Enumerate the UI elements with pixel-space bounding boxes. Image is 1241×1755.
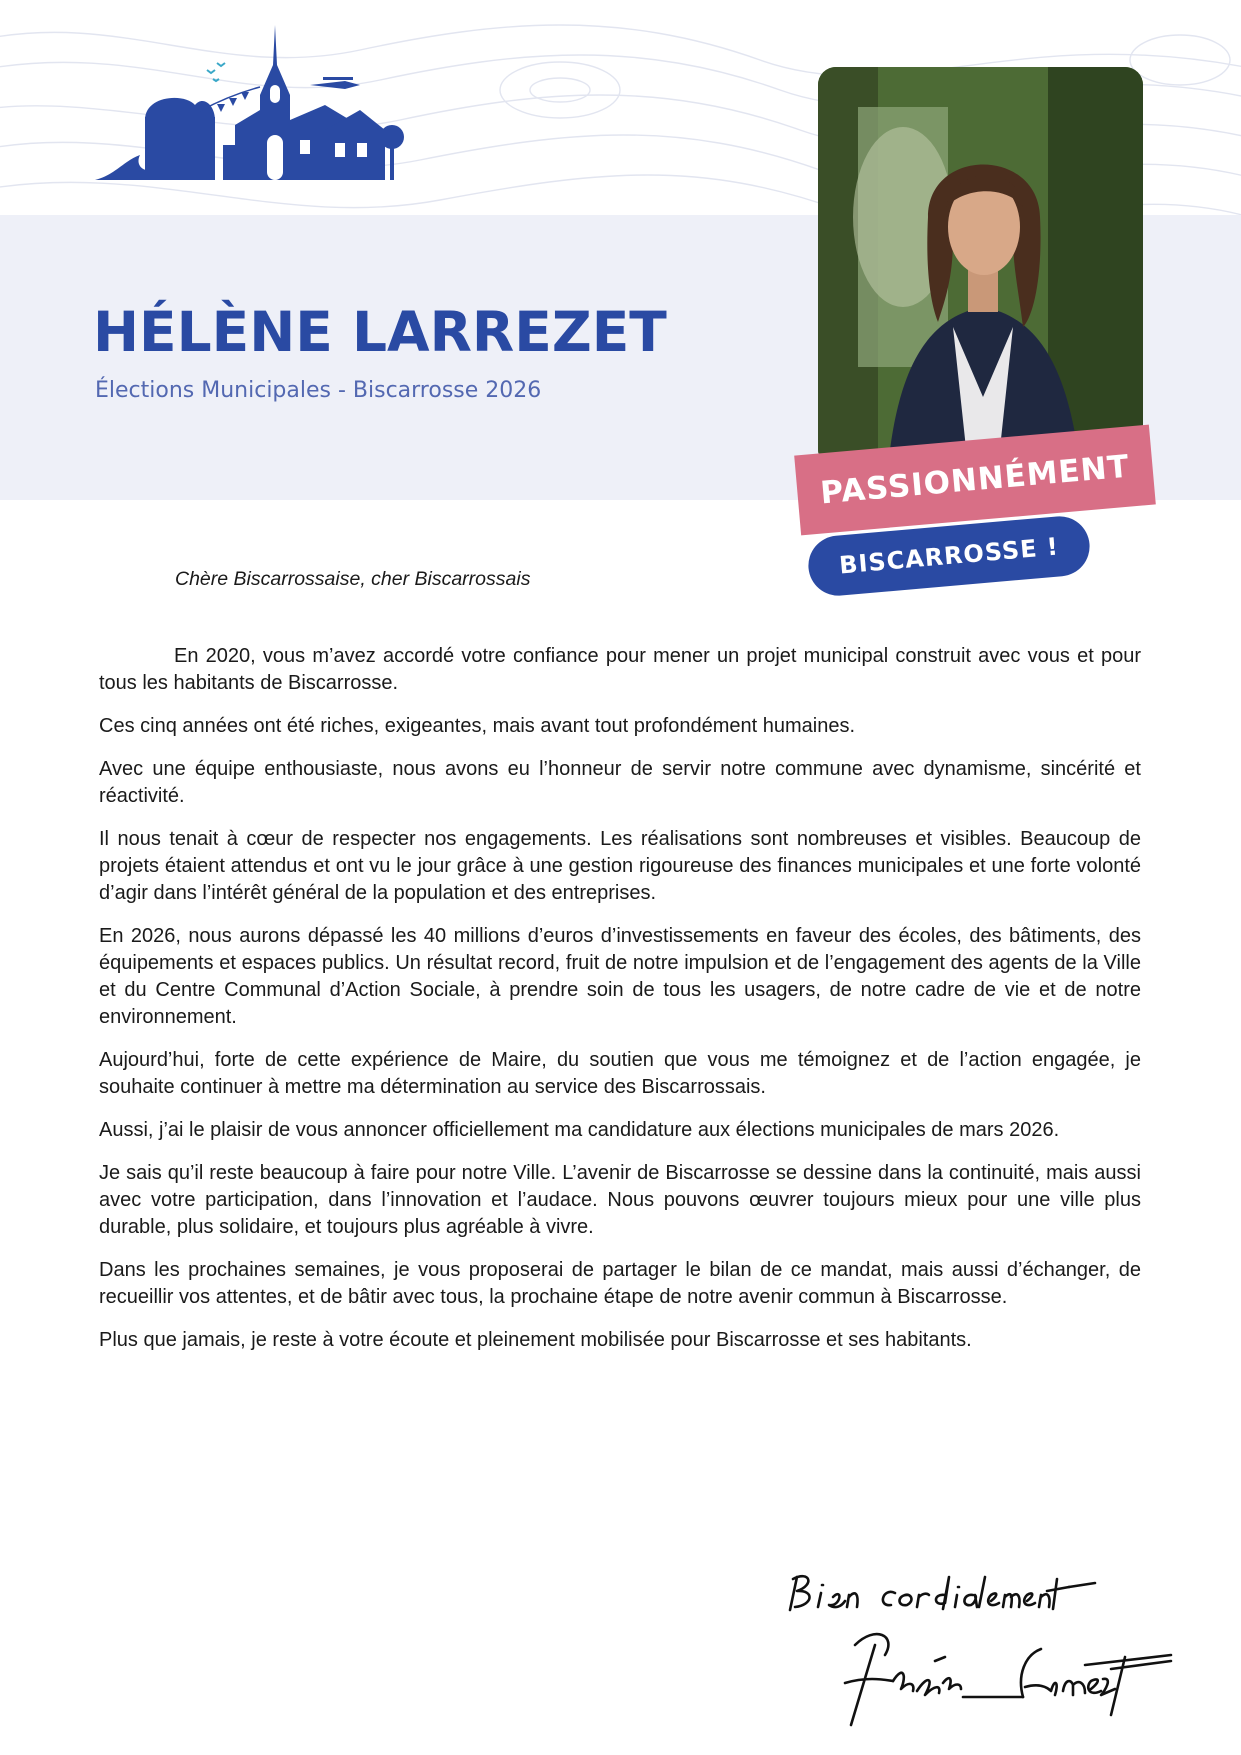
letter-paragraph: Dans les prochaines semaines, je vous proposerai de partager le bilan de ce mandat, mais aussi d’échanger, de recueillir vos attentes, et de bâtir avec tous, la prochaine étape de notre avenir commun à Biscarrosse. bbox=[99, 1259, 1141, 1308]
letter-paragraph: En 2020, vous m’avez accordé votre confiance pour mener un projet municipal construit avec vous et pour tous les habitants de Biscarrosse. bbox=[99, 645, 1141, 694]
letter-paragraph: Plus que jamais, je reste à votre écoute et pleinement mobilisée pour Biscarrosse et ses habitants. bbox=[99, 1329, 972, 1351]
letter-paragraph: Avec une équipe enthousiaste, nous avons eu l’honneur de servir notre commune avec dynamisme, sincérité et réactivité. bbox=[99, 758, 1141, 807]
letter-body bbox=[99, 643, 1141, 1370]
candidate-name: HÉLÈNE LARREZET bbox=[93, 300, 667, 364]
election-subtitle: Élections Municipales - Biscarrosse 2026 bbox=[95, 378, 542, 403]
letter-paragraph: Il nous tenait à cœur de respecter nos engagements. Les réalisations sont nombreuses et visibles. Beaucoup de projets étaient attendus et ont vu le jour grâce à une gestion rigoureuse des finances municipales et une forte volonté d’agir dans l’intérêt général de la population et des entreprises. bbox=[99, 828, 1141, 904]
letter-paragraph: Ces cinq années ont été riches, exigeantes, mais avant tout profondément humaines. bbox=[99, 715, 856, 737]
handwritten-signature bbox=[785, 1565, 1175, 1740]
town-logo bbox=[95, 25, 455, 185]
candidate-portrait bbox=[818, 67, 1143, 467]
letter-salutation: Chère Biscarrossaise, cher Biscarrossais bbox=[175, 568, 531, 590]
slogan-line2: BISCARROSSE ! bbox=[838, 532, 1060, 580]
letter-paragraph: Je sais qu’il reste beaucoup à faire pour notre Ville. L’avenir de Biscarrosse se dessine dans la continuité, mais aussi avec votre participation, dans l’innovation et l’audace. Nous pouvons œuvrer toujours mieux pour une ville plus durable, plus solidaire, et toujours plus agréable à vivre. bbox=[99, 1162, 1141, 1238]
letter-paragraph: En 2026, nous aurons dépassé les 40 millions d’euros d’investissements en faveur des écoles, des bâtiments, des équipements et espaces publics. Un résultat record, fruit de notre impulsion et de l’engagement des agents de la Ville et du Centre Communal d’Action Sociale, à prendre soin de tous les usagers, de notre cadre de vie et de notre environnement. bbox=[99, 925, 1141, 1028]
slogan-line1: PASSIONNÉMENT bbox=[818, 448, 1132, 512]
letter-paragraph: Aussi, j’ai le plaisir de vous annoncer officiellement ma candidature aux élections municipales de mars 2026. bbox=[99, 1119, 1060, 1141]
letter-paragraph: Aujourd’hui, forte de cette expérience de Maire, du soutien que vous me témoignez et de l’action engagée, je souhaite continuer à mettre ma détermination au service des Biscarrossais. bbox=[99, 1049, 1141, 1098]
